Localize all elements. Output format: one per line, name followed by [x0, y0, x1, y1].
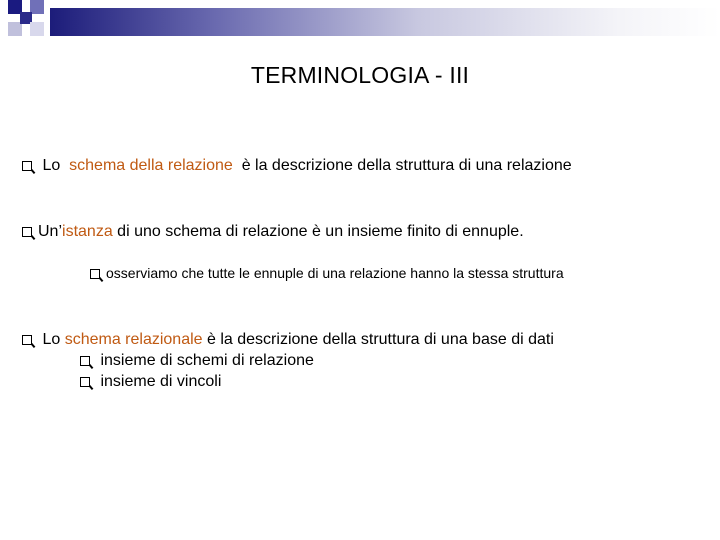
- p4-highlight: schema relazionale: [64, 331, 203, 348]
- paragraph-istanza: [22, 221, 690, 242]
- p3-text: osserviamo che tutte le ennuple di una relazione hanno la stessa struttura: [106, 265, 564, 281]
- decor-square-light: [8, 22, 22, 36]
- checkbox-bullet-icon: [22, 335, 32, 345]
- page-title: TERMINOLOGIA - III: [250, 62, 470, 88]
- paragraph-schema-relazionale: [22, 329, 690, 392]
- p1-post: è la descrizione della struttura di una relazione: [241, 157, 572, 174]
- p2-post: di uno schema di relazione è un insieme finito di ennuple.: [117, 223, 524, 240]
- p4-pre: Lo: [42, 331, 61, 348]
- subitem-label: insieme di vincoli: [100, 373, 222, 390]
- checkbox-bullet-icon: [90, 269, 100, 279]
- decor-square-mid: [30, 0, 44, 14]
- p4-post: è la descrizione della struttura di una base di dati: [207, 331, 554, 348]
- p1-highlight: schema della relazione: [69, 157, 233, 174]
- header-gradient-band: [50, 8, 720, 36]
- paragraph-osserviamo: [90, 263, 690, 284]
- checkbox-bullet-icon: [80, 356, 90, 366]
- p2-pre: Un’: [38, 223, 63, 240]
- checkbox-bullet-icon: [22, 227, 32, 237]
- decor-square-light-2: [30, 22, 44, 36]
- list-item: [80, 371, 690, 392]
- subitem-label: insieme di schemi di relazione: [100, 352, 314, 369]
- list-item: [80, 350, 690, 371]
- p1-pre: Lo: [42, 157, 61, 174]
- checkbox-bullet-icon: [80, 377, 90, 387]
- checkbox-bullet-icon: [22, 161, 32, 171]
- paragraph-schema-relazione: [22, 155, 690, 176]
- p2-highlight: istanza: [62, 223, 113, 240]
